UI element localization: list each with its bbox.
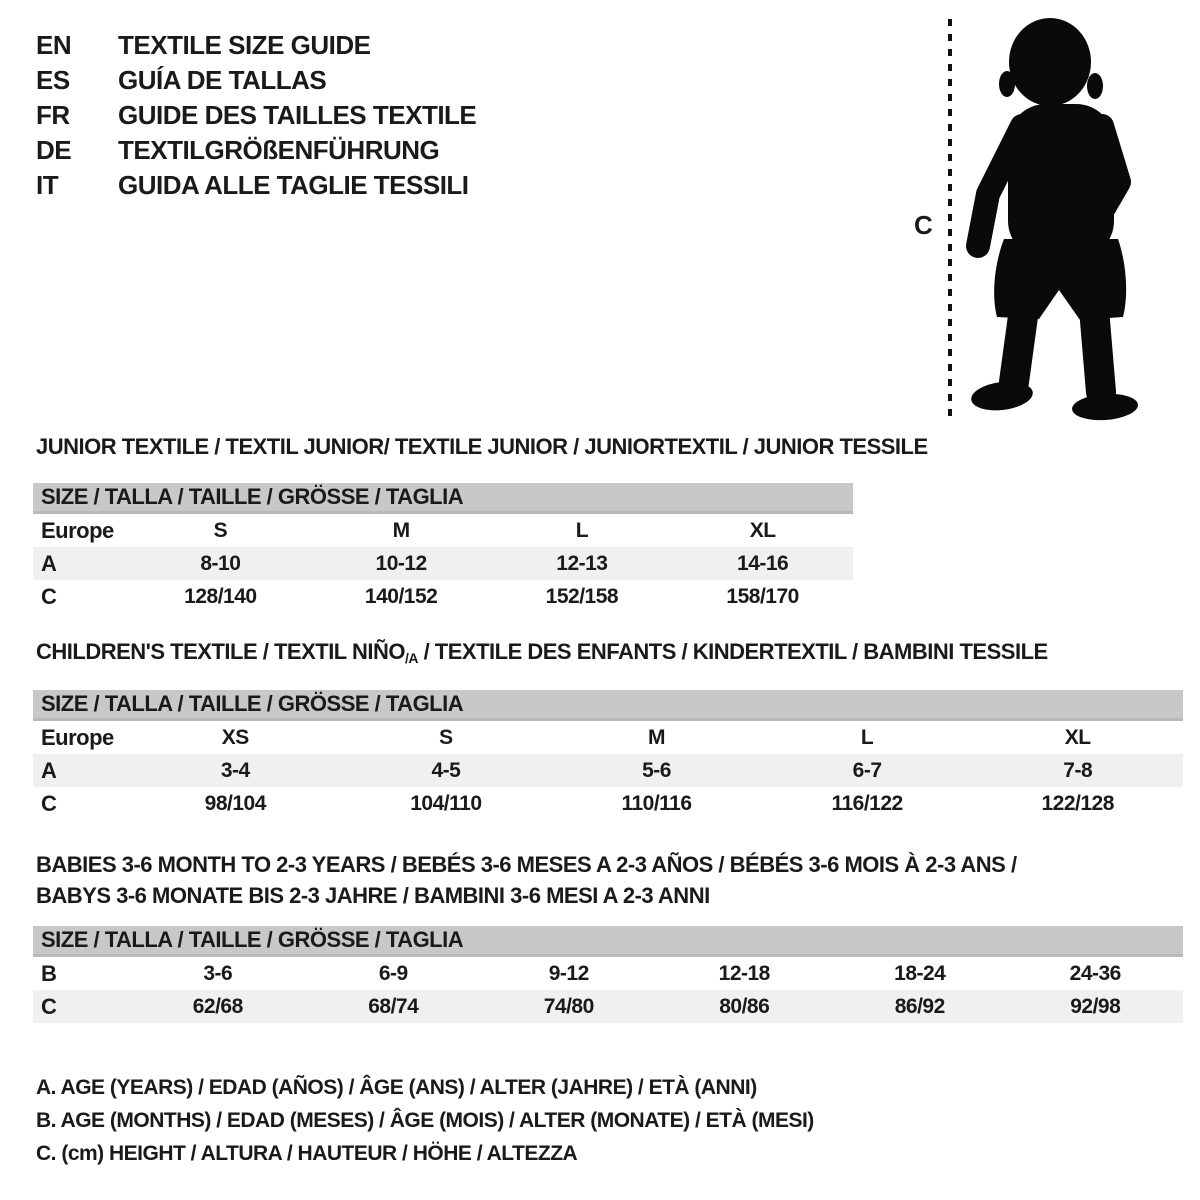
table-row [33,721,1183,754]
table-row [33,957,1183,990]
height-cell: 104/110 [410,791,482,815]
row-label: A [41,757,57,783]
children-title-post: / TEXTILE DES ENFANTS / KINDERTEXTIL / BAMBINI TESSILE [417,639,1048,664]
age-cell: 8-10 [200,551,241,575]
height-cell: 128/140 [184,584,257,608]
height-cell: 98/104 [204,791,266,815]
language-title: TEXTILE SIZE GUIDE [118,30,371,60]
language-row [36,63,476,98]
size-cell: M [647,725,665,749]
children-title-sub: /A [404,650,418,666]
height-cell: 62/68 [192,994,243,1018]
age-cell: 6-7 [852,758,882,782]
legend [36,1071,814,1170]
row-label: Europe [41,517,114,543]
legend-line-a: A. AGE (YEARS) / EDAD (AÑOS) / ÂGE (ANS) / ALTER (JAHRE) / ETÀ (ANNI) [36,1076,757,1099]
height-cell: 122/128 [1041,791,1114,815]
height-cell: 110/116 [621,791,692,815]
age-cell: 4-5 [431,758,461,782]
height-cell: 158/170 [726,584,799,608]
size-cell: XL [749,518,776,542]
table-row [33,754,1183,787]
language-code: ES [36,65,70,95]
height-cell: 86/92 [894,994,945,1018]
size-cell: XL [1064,725,1091,749]
height-cell: 80/86 [719,994,770,1018]
size-cell: S [213,518,228,542]
size-cell: L [575,518,589,542]
height-measure-label: C [914,210,933,240]
row-label: B [41,960,57,986]
age-cell: 7-8 [1063,758,1093,782]
height-cell: 152/158 [545,584,619,608]
junior-table [33,483,853,613]
row-label: Europe [41,724,114,750]
size-cell: XS [221,725,249,749]
language-code: IT [36,170,59,200]
language-title: GUIDA ALLE TAGLIE TESSILI [118,170,469,200]
size-cell: L [860,725,874,749]
table-row [33,547,853,580]
language-row [36,133,476,168]
children-table-title [36,639,1048,667]
age-cell: 6-9 [378,961,408,985]
language-row [36,98,476,133]
junior-size-header: SIZE / TALLA / TAILLE / GRÖSSE / TAGLIA [33,483,853,514]
age-cell: 12-18 [718,961,770,985]
row-label: A [41,550,57,576]
junior-table-title: JUNIOR TEXTILE / TEXTIL JUNIOR/ TEXTILE JUNIOR / JUNIORTEXTIL / JUNIOR TESSILE [36,434,928,459]
language-title: GUÍA DE TALLAS [118,65,327,95]
table-row [33,990,1183,1023]
row-label: C [41,583,57,609]
language-row [36,28,476,63]
legend-line-c: C. (cm) HEIGHT / ALTURA / HAUTEUR / HÖHE / ALTEZZA [36,1142,578,1165]
age-cell: 9-12 [548,961,589,985]
babies-size-header: SIZE / TALLA / TAILLE / GRÖSSE / TAGLIA [33,926,1183,957]
babies-table-title [36,849,1017,911]
table-row [33,787,1183,820]
language-code: EN [36,30,72,60]
height-cell: 140/152 [364,584,438,608]
language-code: DE [36,135,72,165]
table-row [33,514,853,547]
children-title-pre: CHILDREN'S TEXTILE / TEXTIL NIÑO [36,639,405,664]
language-code: FR [36,100,70,130]
size-cell: S [439,725,453,749]
babies-title-line2: BABYS 3-6 MONATE BIS 2-3 JAHRE / BAMBINI 3-6 MESI A 2-3 ANNI [36,883,710,908]
height-cell: 68/74 [368,994,419,1018]
baby-silhouette-shape [970,18,1139,422]
age-cell: 18-24 [894,961,946,985]
age-cell: 10-12 [375,551,427,575]
legend-line-b: B. AGE (MONTHS) / EDAD (MESES) / ÂGE (MOIS) / ALTER (MONATE) / ETÀ (MESI) [36,1109,814,1132]
height-cell: 92/98 [1070,994,1121,1018]
baby-silhouette-icon [898,14,1148,426]
height-cell: 74/80 [543,994,594,1018]
children-table [33,690,1183,820]
language-title: TEXTILGRÖßENFÜHRUNG [118,135,440,165]
row-label: C [41,790,57,816]
age-cell: 3-6 [203,961,233,985]
row-label: C [41,993,57,1019]
age-cell: 24-36 [1069,961,1121,985]
language-title-list [36,28,476,203]
age-cell: 14-16 [737,551,789,575]
height-cell: 116/122 [831,791,903,815]
language-row [36,168,476,203]
age-cell: 3-4 [220,758,250,782]
babies-title-line1: BABIES 3-6 MONTH TO 2-3 YEARS / BEBÉS 3-6 MESES A 2-3 AÑOS / BÉBÉS 3-6 MOIS À 2-3 ANS / [36,852,1017,877]
table-row [33,580,853,613]
age-cell: 12-13 [556,551,608,575]
age-cell: 5-6 [642,758,671,782]
language-title: GUIDE DES TAILLES TEXTILE [118,100,477,130]
size-cell: M [392,518,410,542]
children-size-header: SIZE / TALLA / TAILLE / GRÖSSE / TAGLIA [33,690,1183,721]
babies-table [33,926,1183,1023]
